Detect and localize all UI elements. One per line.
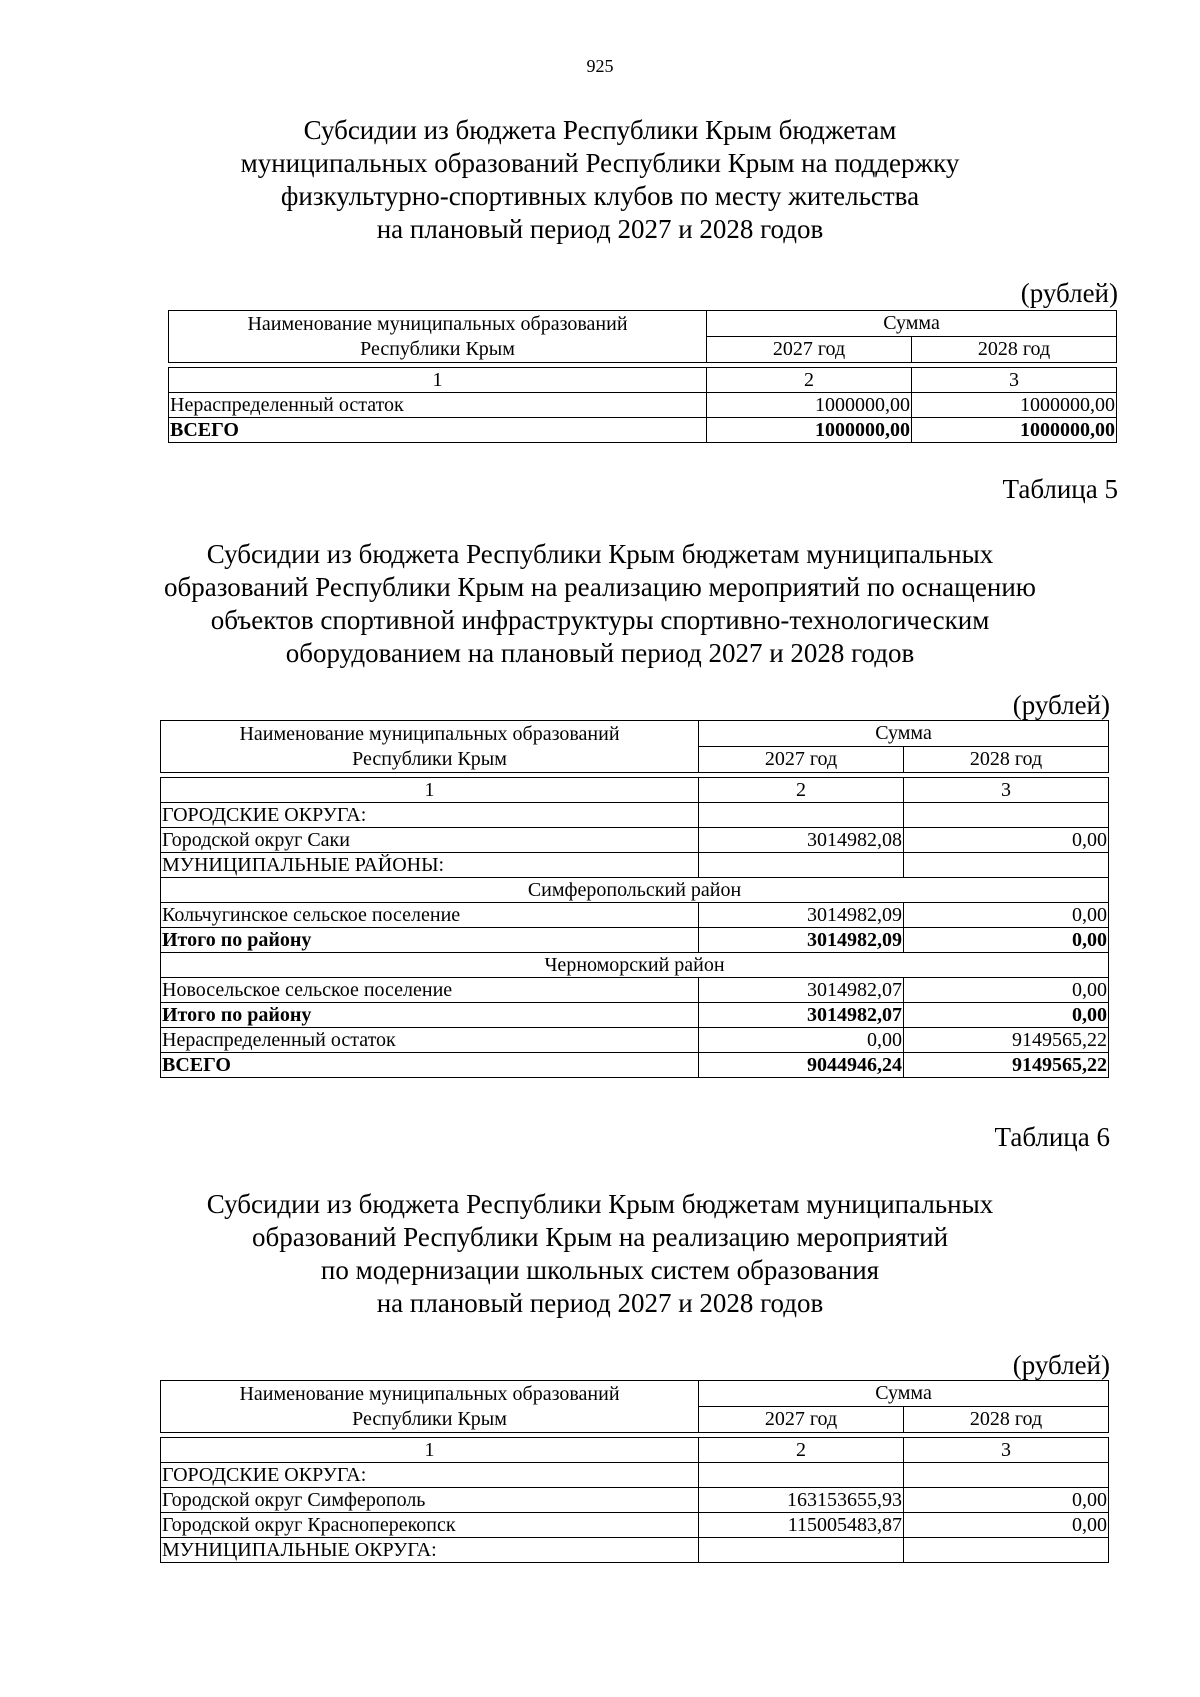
row-name: Новосельское сельское поселение [161,978,699,1003]
year-2028-header: 2028 год [904,1407,1109,1433]
page-number: 925 [586,56,614,76]
table-row [161,853,1109,878]
title-line: по модернизации школьных систем образования [320,1255,880,1285]
value-2028: 0,00 [904,1513,1109,1538]
column-number: 3 [904,778,1109,803]
value-2027: 0,00 [699,1028,904,1053]
column-number: 1 [161,1438,699,1463]
header-name-line2: Республики Крым [352,1407,507,1430]
section-row [161,953,1109,978]
title-line: Субсидии из бюджета Республики Крым бюджетам муниципальных [206,539,994,569]
row-name: Итого по району [161,928,699,953]
header-name-line1: Наименование муниципальных образований [239,1382,620,1405]
value-2027: 3014982,08 [699,828,904,853]
column-number: 1 [161,778,699,803]
table-row [161,828,1109,853]
title-line: Субсидии из бюджета Республики Крым бюджетам муниципальных [206,1189,994,1219]
column-number-row [169,368,1117,393]
sum-header: Сумма [699,1381,1109,1407]
section-row [161,878,1109,903]
column-number-row [161,1438,1109,1463]
value-2028: 0,00 [904,828,1109,853]
column-number: 2 [699,1438,904,1463]
title-line: оборудованием на плановый период 2027 и 2028 годов [285,638,915,668]
value-2027 [699,853,904,878]
total-row [161,1053,1109,1078]
row-name: МУНИЦИПАЛЬНЫЕ ОКРУГА: [161,1538,699,1563]
value-2027 [699,1463,904,1488]
name-column-header [169,311,707,363]
sum-header: Сумма [699,721,1109,747]
table4-title [150,114,1050,246]
column-number: 2 [707,368,912,393]
unit-label: (рублей) [1012,690,1110,720]
subtotal-row [161,1003,1109,1028]
table4 [168,310,1117,443]
header-name-line1: Наименование муниципальных образований [239,722,620,745]
row-name: Нераспределенный остаток [161,1028,699,1053]
value-2027 [699,803,904,828]
value-2027: 1000000,00 [707,393,912,418]
table-row [161,1513,1109,1538]
title-line: образований Республики Крым на реализацию мероприятий по оснащению [164,572,1036,602]
name-column-header [161,721,699,773]
table5 [160,720,1109,1078]
year-2027-header: 2027 год [699,1407,904,1433]
name-column-header [161,1381,699,1433]
row-name: МУНИЦИПАЛЬНЫЕ РАЙОНЫ: [161,853,699,878]
table6-label: Таблица 6 [994,1122,1110,1152]
value-2028: 9149565,22 [904,1053,1109,1078]
row-name: Городской округ Симферополь [161,1488,699,1513]
value-2028: 0,00 [904,1488,1109,1513]
value-2028 [904,1538,1109,1563]
value-2028: 0,00 [904,1003,1109,1028]
row-name: ГОРОДСКИЕ ОКРУГА: [161,803,699,828]
year-2027-header: 2027 год [707,337,912,363]
table-row [161,1488,1109,1513]
unit-label: (рублей) [1020,278,1118,308]
value-2028: 0,00 [904,903,1109,928]
value-2027 [699,1538,904,1563]
title-line: образований Республики Крым на реализацию мероприятий [251,1222,949,1252]
value-2028: 1000000,00 [912,393,1117,418]
sum-header: Сумма [707,311,1117,337]
value-2028: 9149565,22 [904,1028,1109,1053]
row-name: ВСЕГО [169,418,707,443]
row-name: Городской округ Красноперекопск [161,1513,699,1538]
column-number: 3 [912,368,1117,393]
row-name: ВСЕГО [161,1053,699,1078]
table-row [161,978,1109,1003]
table5-title [150,538,1050,670]
table6 [160,1380,1109,1563]
header-name-line2: Республики Крым [352,747,507,770]
column-number: 1 [169,368,707,393]
title-line: физкультурно-спортивных клубов по месту жительства [280,181,920,211]
table5-label: Таблица 5 [1002,474,1118,504]
column-number: 2 [699,778,904,803]
table-row [161,903,1109,928]
value-2028 [904,1463,1109,1488]
table-row [161,1463,1109,1488]
value-2027: 3014982,09 [699,903,904,928]
row-name: Нераспределенный остаток [169,393,707,418]
value-2028 [904,803,1109,828]
row-name: Итого по району [161,1003,699,1028]
column-number-row [161,778,1109,803]
value-2027: 1000000,00 [707,418,912,443]
value-2027: 163153655,93 [699,1488,904,1513]
header-name-line2: Республики Крым [360,337,515,360]
header-row [169,311,1117,337]
value-2028: 0,00 [904,978,1109,1003]
value-2027: 3014982,09 [699,928,904,953]
district-name: Симферопольский район [161,878,1109,903]
year-2027-header: 2027 год [699,747,904,773]
table6-title [150,1188,1050,1320]
row-name: ГОРОДСКИЕ ОКРУГА: [161,1463,699,1488]
title-line: на плановый период 2027 и 2028 годов [376,214,824,244]
year-2028-header: 2028 год [912,337,1117,363]
header-name-line1: Наименование муниципальных образований [247,312,628,335]
unit-label: (рублей) [1012,1350,1110,1380]
total-row [169,418,1117,443]
value-2027: 9044946,24 [699,1053,904,1078]
row-name: Городской округ Саки [161,828,699,853]
title-line: объектов спортивной инфраструктуры спортивно-технологическим [210,605,990,635]
table-row [161,803,1109,828]
value-2027: 3014982,07 [699,1003,904,1028]
title-line: Субсидии из бюджета Республики Крым бюджетам [303,115,897,145]
table-row [161,1538,1109,1563]
value-2028 [904,853,1109,878]
header-row [161,1381,1109,1407]
district-name: Черноморский район [161,953,1109,978]
table-row [169,393,1117,418]
table-row [161,1028,1109,1053]
title-line: муниципальных образований Республики Крым на поддержку [240,148,960,178]
value-2028: 1000000,00 [912,418,1117,443]
row-name: Кольчугинское сельское поселение [161,903,699,928]
column-number: 3 [904,1438,1109,1463]
year-2028-header: 2028 год [904,747,1109,773]
value-2027: 3014982,07 [699,978,904,1003]
value-2027: 115005483,87 [699,1513,904,1538]
value-2028: 0,00 [904,928,1109,953]
header-row [161,721,1109,747]
subtotal-row [161,928,1109,953]
title-line: на плановый период 2027 и 2028 годов [376,1288,824,1318]
